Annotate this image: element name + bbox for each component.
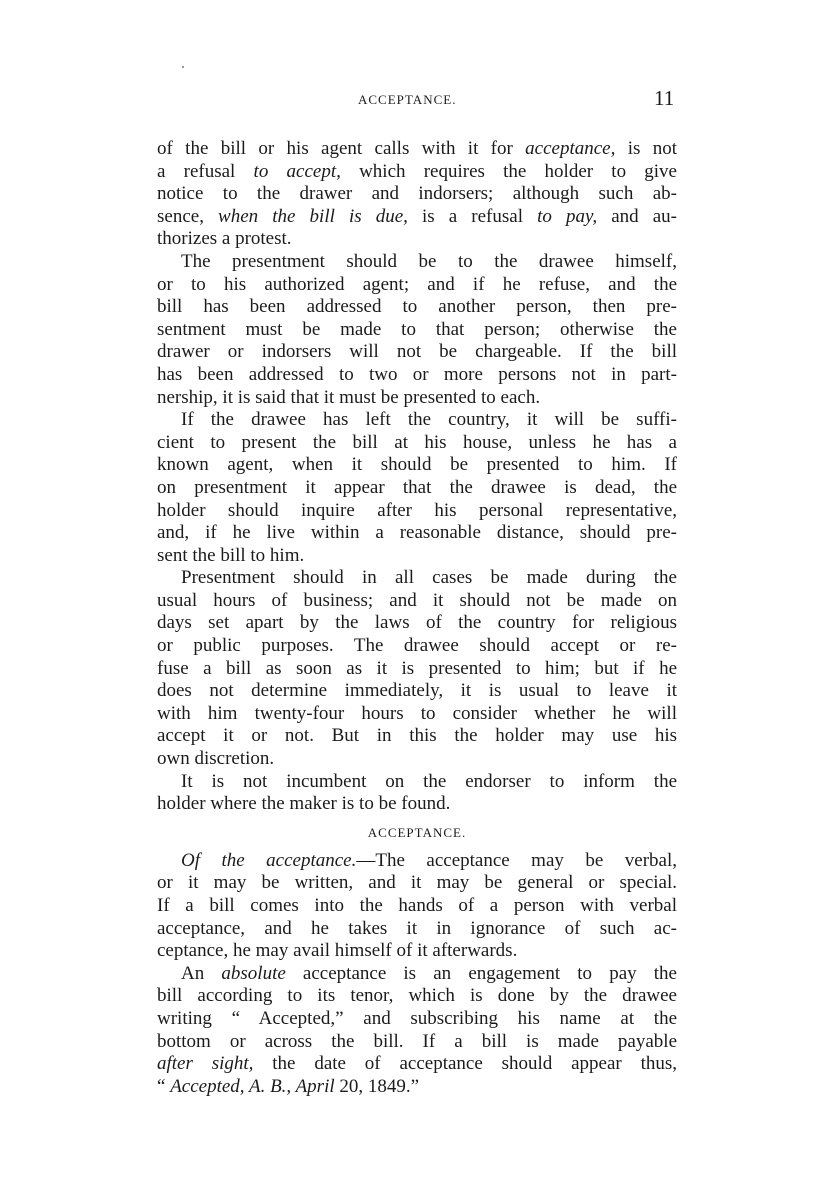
text-line bbox=[157, 409, 677, 432]
text-run: and au- bbox=[597, 205, 677, 227]
line-content bbox=[157, 1076, 677, 1099]
line-content bbox=[181, 771, 677, 794]
text-run: which requires the holder to give bbox=[340, 160, 677, 182]
text-run: “ bbox=[157, 1075, 171, 1097]
page-number: 11 bbox=[654, 86, 675, 110]
text-line bbox=[157, 850, 677, 873]
text-run: —The acceptance may be verbal, bbox=[356, 849, 678, 871]
line-content bbox=[157, 1031, 677, 1054]
line-content bbox=[157, 1053, 677, 1076]
paragraph bbox=[157, 409, 677, 567]
line-content bbox=[157, 477, 677, 500]
line-content bbox=[157, 522, 677, 545]
text-run: own discretion. bbox=[157, 748, 275, 770]
line-content bbox=[157, 161, 677, 184]
line-content bbox=[157, 138, 677, 161]
text-run: and, if he live within a reasonable distance, should pre- bbox=[157, 522, 677, 544]
line-content bbox=[157, 872, 677, 895]
line-content bbox=[157, 545, 677, 568]
text-run: If the drawee has left the country, it will be suffi- bbox=[181, 409, 677, 431]
text-line bbox=[157, 1008, 677, 1031]
text-line bbox=[157, 771, 677, 794]
text-run: The presentment should be to the drawee himself, bbox=[181, 250, 677, 272]
italic-run: when the bill is due, bbox=[218, 205, 408, 227]
text-line bbox=[157, 872, 677, 895]
line-content bbox=[157, 940, 677, 963]
line-content bbox=[181, 409, 677, 432]
line-content bbox=[157, 680, 677, 703]
text-line bbox=[157, 1076, 677, 1099]
section-heading: ACCEPTANCE. bbox=[367, 824, 467, 840]
italic-run: Accepted, A. B., April bbox=[170, 1075, 335, 1097]
text-run: is not bbox=[615, 138, 677, 159]
text-run: usual hours of business; and it should not be made on bbox=[157, 589, 677, 611]
text-run: Presentment should in all cases be made during the bbox=[181, 567, 677, 589]
text-run: It is not incumbent on the endorser to inform the bbox=[181, 770, 677, 792]
paragraph bbox=[157, 963, 677, 1099]
text-line bbox=[157, 635, 677, 658]
paragraph bbox=[157, 567, 677, 770]
text-run: or public purposes. The drawee should accept or re- bbox=[157, 635, 677, 657]
text-line bbox=[157, 545, 677, 568]
text-line bbox=[157, 748, 677, 771]
text-line bbox=[157, 206, 677, 229]
line-content bbox=[181, 567, 677, 590]
paragraph bbox=[157, 850, 677, 963]
italic-run: absolute bbox=[221, 962, 286, 984]
paragraph bbox=[157, 771, 677, 816]
line-content bbox=[157, 918, 677, 941]
line-content bbox=[157, 432, 677, 455]
line-content bbox=[181, 251, 677, 274]
text-line bbox=[157, 680, 677, 703]
line-content bbox=[157, 206, 677, 229]
line-content bbox=[157, 454, 677, 477]
text-run: bill has been addressed to another person, then pre- bbox=[157, 296, 677, 318]
italic-run: after sight, bbox=[157, 1053, 254, 1075]
text-line bbox=[157, 918, 677, 941]
text-run: cient to present the bill at his house, unless he has a bbox=[157, 431, 677, 453]
italic-run: to accept, bbox=[253, 160, 341, 182]
line-content bbox=[157, 635, 677, 658]
text-line bbox=[157, 895, 677, 918]
text-line bbox=[157, 612, 677, 635]
text-run: notice to the drawer and indorsers; although such ab- bbox=[157, 183, 677, 205]
text-line bbox=[157, 963, 677, 986]
running-header-title: ACCEPTANCE. bbox=[358, 92, 457, 107]
speck-mark bbox=[182, 66, 184, 68]
text-line bbox=[157, 940, 677, 963]
text-line bbox=[157, 364, 677, 387]
text-line bbox=[157, 477, 677, 500]
line-content bbox=[157, 387, 677, 410]
line-content bbox=[157, 1008, 677, 1031]
text-run: accept it or not. But in this the holder may use his bbox=[157, 725, 677, 747]
line-content bbox=[157, 500, 677, 523]
text-run: fuse a bill as soon as it is presented to him; but if he bbox=[157, 657, 677, 679]
italic-run: Of the acceptance. bbox=[181, 849, 357, 871]
text-line bbox=[157, 296, 677, 319]
paragraph bbox=[157, 138, 677, 251]
line-content bbox=[181, 963, 677, 986]
line-content bbox=[157, 590, 677, 613]
line-content bbox=[157, 985, 677, 1008]
line-content bbox=[157, 703, 677, 726]
line-content bbox=[157, 341, 677, 364]
line-content bbox=[157, 228, 677, 251]
line-content bbox=[157, 183, 677, 206]
text-run: thorizes a protest. bbox=[157, 228, 292, 250]
text-run: a refusal bbox=[157, 160, 254, 182]
text-line bbox=[157, 567, 677, 590]
text-line bbox=[157, 500, 677, 523]
text-line bbox=[157, 985, 677, 1008]
text-run: days set apart by the laws of the country for religious bbox=[157, 612, 677, 634]
text-line bbox=[157, 319, 677, 342]
text-line bbox=[157, 274, 677, 297]
text-line bbox=[157, 161, 677, 184]
text-run: acceptance, and he takes it in ignorance of such ac- bbox=[157, 917, 677, 939]
line-content bbox=[157, 612, 677, 635]
text-line bbox=[157, 387, 677, 410]
text-run: does not determine immediately, it is usual to leave it bbox=[157, 680, 677, 702]
text-run: or to his authorized agent; and if he refuse, and the bbox=[157, 273, 677, 295]
text-run: is a refusal bbox=[407, 205, 538, 227]
line-content bbox=[181, 850, 677, 873]
text-run: has been addressed to two or more persons not in part- bbox=[157, 363, 677, 385]
line-content bbox=[157, 895, 677, 918]
text-line bbox=[157, 341, 677, 364]
text-run: bottom or across the bill. If a bill is made payable bbox=[157, 1030, 677, 1052]
text-line bbox=[157, 138, 677, 161]
text-run: with him twenty-four hours to consider whether he will bbox=[157, 702, 677, 724]
italic-run: acceptance, bbox=[525, 138, 616, 159]
text-run: or it may be written, and it may be general or special. bbox=[157, 872, 677, 894]
text-run: holder should inquire after his personal representative, bbox=[157, 499, 677, 521]
line-content bbox=[157, 364, 677, 387]
text-run: acceptance is an engagement to pay the bbox=[285, 962, 677, 984]
text-line bbox=[157, 1053, 677, 1076]
line-content bbox=[157, 748, 677, 771]
text-line bbox=[157, 1031, 677, 1054]
text-run: of the bill or his agent calls with it for bbox=[157, 138, 526, 159]
line-content bbox=[157, 793, 677, 816]
text-line bbox=[157, 454, 677, 477]
text-line bbox=[157, 658, 677, 681]
body-text bbox=[157, 138, 677, 1098]
text-line bbox=[157, 793, 677, 816]
text-run: writing “ Accepted,” and subscribing his name at the bbox=[157, 1007, 677, 1029]
text-run: If a bill comes into the hands of a person with verbal bbox=[157, 895, 677, 916]
text-line bbox=[157, 432, 677, 455]
text-run: nership, it is said that it must be presented to each. bbox=[157, 386, 541, 408]
line-content bbox=[157, 296, 677, 319]
text-run: drawer or indorsers will not be chargeable. If the bill bbox=[157, 341, 677, 363]
text-run: sentment must be made to that person; otherwise the bbox=[157, 318, 677, 340]
text-line bbox=[157, 228, 677, 251]
text-run: An bbox=[181, 962, 222, 984]
text-run: holder where the maker is to be found. bbox=[157, 793, 451, 815]
line-content bbox=[157, 658, 677, 681]
text-line bbox=[157, 590, 677, 613]
text-line bbox=[157, 703, 677, 726]
italic-run: to pay, bbox=[537, 205, 598, 227]
text-line bbox=[157, 251, 677, 274]
text-line bbox=[157, 725, 677, 748]
text-run: known agent, when it should be presented to him. If bbox=[157, 454, 677, 476]
line-content bbox=[157, 725, 677, 748]
text-run: the date of acceptance should appear thus, bbox=[253, 1053, 678, 1075]
text-run: sent the bill to him. bbox=[157, 544, 305, 566]
text-line bbox=[157, 183, 677, 206]
text-run: on presentment it appear that the drawee is dead, the bbox=[157, 476, 677, 498]
line-content bbox=[157, 319, 677, 342]
text-run: bill according to its tenor, which is done by the drawee bbox=[157, 985, 677, 1007]
text-run: ceptance, he may avail himself of it afterwards. bbox=[157, 940, 518, 962]
text-run: sence, bbox=[157, 205, 219, 227]
paragraph bbox=[157, 251, 677, 409]
text-line bbox=[157, 522, 677, 545]
line-content bbox=[157, 274, 677, 297]
text-run: 20, 1849.” bbox=[334, 1075, 420, 1097]
